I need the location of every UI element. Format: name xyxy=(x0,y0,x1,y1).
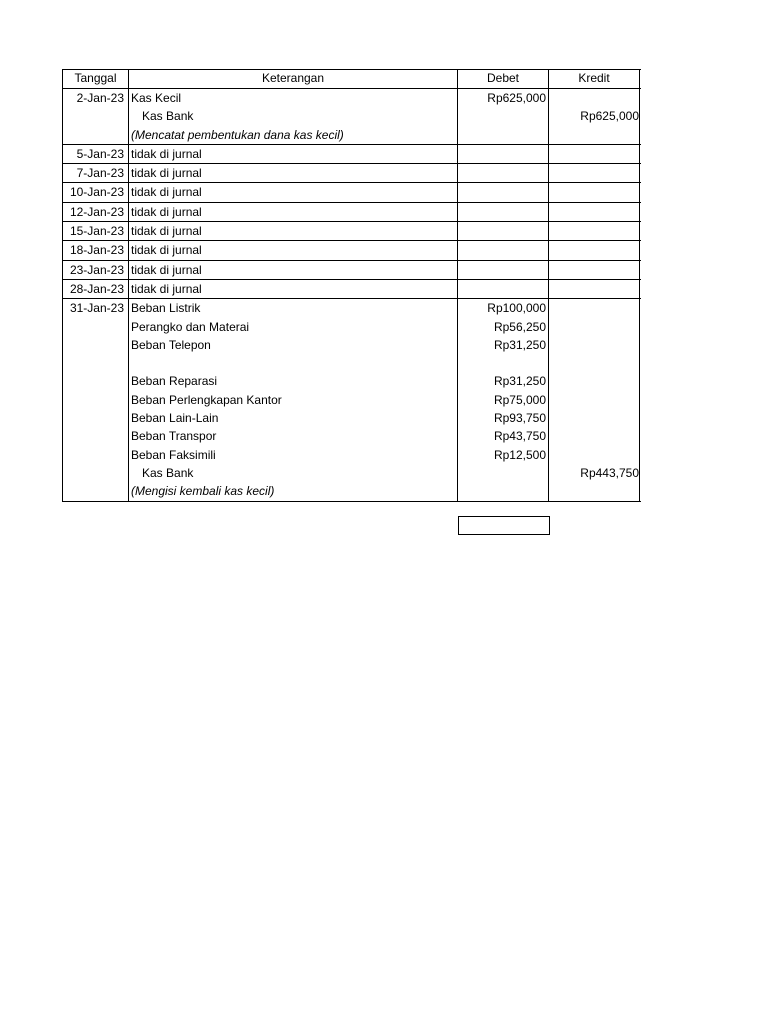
row-date[interactable]: 28-Jan-23 xyxy=(62,280,129,298)
account-line: Beban Lain-Lain xyxy=(131,411,219,426)
table-row xyxy=(62,280,641,299)
row-date[interactable]: 12-Jan-23 xyxy=(62,203,129,221)
kredit-amount xyxy=(550,391,639,409)
account-line: Perangko dan Materai xyxy=(131,319,250,334)
row-debet[interactable] xyxy=(457,222,549,240)
row-kredit[interactable] xyxy=(548,222,640,240)
account-line: Beban Perlengkapan Kantor xyxy=(131,392,282,407)
row-kredit[interactable] xyxy=(548,280,640,298)
row-date[interactable]: 7-Jan-23 xyxy=(62,164,129,182)
account-line: Beban Listrik xyxy=(131,301,201,316)
empty-total-cell[interactable] xyxy=(458,516,550,535)
row-desc[interactable]: tidak di jurnal xyxy=(128,280,458,298)
entry-kredit-cell[interactable] xyxy=(548,299,640,500)
row-kredit[interactable] xyxy=(548,203,640,221)
journal-entry-2-jan xyxy=(62,89,641,145)
header-kredit[interactable]: Kredit xyxy=(548,70,640,88)
entry-kredit-cell[interactable] xyxy=(548,89,640,144)
row-kredit[interactable] xyxy=(548,241,640,259)
entry-debet-cell[interactable] xyxy=(457,299,549,500)
debet-amount: Rp31,250 xyxy=(493,374,546,389)
account-kas-bank: Kas Bank xyxy=(142,109,194,124)
row-date[interactable]: 18-Jan-23 xyxy=(62,241,129,259)
journal-entry-31-jan xyxy=(62,299,641,501)
kredit-amount xyxy=(550,126,639,144)
debet-amount: Rp93,750 xyxy=(493,411,546,426)
table-row xyxy=(62,261,641,280)
entry-debet-cell[interactable] xyxy=(457,89,549,144)
account-line: Beban Telepon xyxy=(131,337,211,352)
account-kas-kecil: Kas Kecil xyxy=(131,91,182,105)
kredit-amount xyxy=(550,89,639,107)
table-row xyxy=(62,203,641,222)
row-date[interactable]: 5-Jan-23 xyxy=(62,145,129,163)
kredit-amount xyxy=(550,446,639,464)
account-line: Beban Reparasi xyxy=(131,374,218,389)
kredit-amount: Rp443,750 xyxy=(580,465,639,480)
header-row xyxy=(62,69,641,89)
journal-table xyxy=(62,69,641,502)
kredit-amount xyxy=(550,482,639,500)
header-tanggal[interactable]: Tanggal xyxy=(62,70,129,88)
entry-date: 2-Jan-23 xyxy=(76,91,124,105)
table-row xyxy=(62,222,641,241)
row-desc[interactable]: tidak di jurnal xyxy=(128,183,458,201)
debet-amount: Rp75,000 xyxy=(493,392,546,407)
debet-amount xyxy=(459,464,546,482)
debet-amount xyxy=(459,107,546,125)
entry-date-cell[interactable] xyxy=(62,299,129,500)
debet-amount: Rp43,750 xyxy=(493,429,546,444)
entry-date-cell[interactable] xyxy=(62,89,129,144)
row-debet[interactable] xyxy=(457,145,549,163)
row-kredit[interactable] xyxy=(548,145,640,163)
account-line: Beban Transpor xyxy=(131,429,217,444)
debet-amount: Rp12,500 xyxy=(493,447,546,462)
debet-amount: Rp31,250 xyxy=(493,337,546,352)
entry-note: (Mencatat pembentukan dana kas kecil) xyxy=(131,127,344,142)
row-desc[interactable]: tidak di jurnal xyxy=(128,164,458,182)
entry-note: (Mengisi kembali kas kecil) xyxy=(131,484,275,499)
debet-amount xyxy=(459,354,546,372)
debet-amount: Rp625,000 xyxy=(487,91,546,105)
entry-date: 31-Jan-23 xyxy=(69,301,124,316)
kredit-amount xyxy=(550,336,639,354)
account-line: Beban Faksimili xyxy=(131,447,216,462)
debet-amount xyxy=(459,482,546,500)
row-date[interactable]: 15-Jan-23 xyxy=(62,222,129,240)
row-desc[interactable]: tidak di jurnal xyxy=(128,261,458,279)
row-kredit[interactable] xyxy=(548,183,640,201)
row-kredit[interactable] xyxy=(548,164,640,182)
kredit-amount xyxy=(550,427,639,445)
row-desc[interactable]: tidak di jurnal xyxy=(128,145,458,163)
table-row xyxy=(62,183,641,202)
row-debet[interactable] xyxy=(457,280,549,298)
table-row xyxy=(62,241,641,260)
row-debet[interactable] xyxy=(457,164,549,182)
kredit-amount xyxy=(550,409,639,427)
account-line xyxy=(131,354,456,372)
account-kas-bank: Kas Bank xyxy=(142,465,194,480)
kredit-amount xyxy=(550,372,639,390)
row-date[interactable]: 23-Jan-23 xyxy=(62,261,129,279)
row-desc[interactable]: tidak di jurnal xyxy=(128,203,458,221)
debet-amount: Rp56,250 xyxy=(493,319,546,334)
row-desc[interactable]: tidak di jurnal xyxy=(128,241,458,259)
row-debet[interactable] xyxy=(457,261,549,279)
row-kredit[interactable] xyxy=(548,261,640,279)
kredit-amount xyxy=(550,354,639,372)
row-desc[interactable]: tidak di jurnal xyxy=(128,222,458,240)
kredit-amount: Rp625,000 xyxy=(580,109,639,124)
debet-amount xyxy=(459,126,546,144)
header-debet[interactable]: Debet xyxy=(457,70,549,88)
entry-desc-cell[interactable] xyxy=(128,89,458,144)
row-debet[interactable] xyxy=(457,183,549,201)
debet-amount: Rp100,000 xyxy=(487,301,546,316)
table-row xyxy=(62,145,641,164)
entry-desc-cell[interactable] xyxy=(128,299,458,500)
header-keterangan[interactable]: Keterangan xyxy=(128,70,458,88)
row-debet[interactable] xyxy=(457,203,549,221)
table-row xyxy=(62,164,641,183)
row-date[interactable]: 10-Jan-23 xyxy=(62,183,129,201)
row-debet[interactable] xyxy=(457,241,549,259)
kredit-amount xyxy=(550,318,639,336)
kredit-amount xyxy=(550,299,639,317)
